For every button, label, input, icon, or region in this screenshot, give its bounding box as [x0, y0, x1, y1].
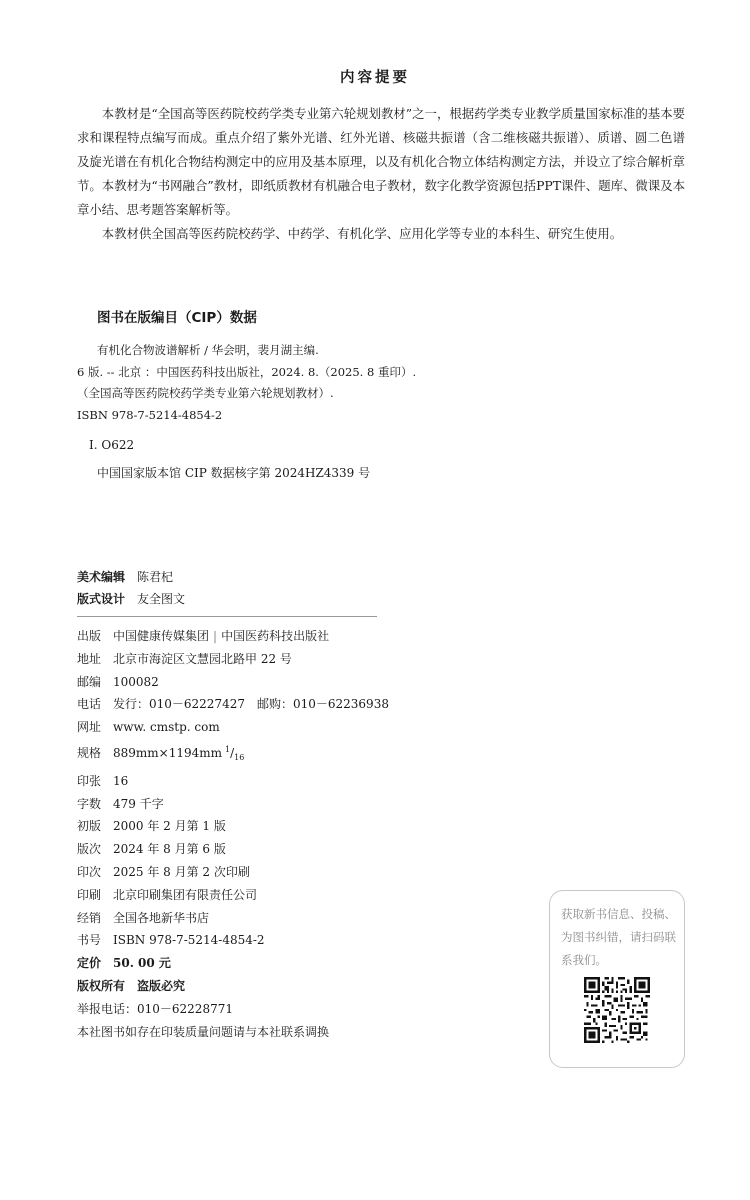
- detail-label: 电话: [77, 697, 102, 712]
- cip-classification: Ⅰ. O622: [89, 438, 135, 452]
- separator: |: [213, 629, 218, 643]
- detail-label: 版次: [77, 842, 102, 857]
- detail-value: 2000 年 2 月第 1 版: [113, 819, 226, 834]
- price-value: 50. 00 元: [113, 956, 171, 971]
- credit-row: [77, 566, 185, 588]
- format-numerator: 1: [225, 744, 231, 754]
- detail-value: 16: [113, 773, 129, 788]
- detail-value: 全国各地新华书店: [113, 910, 210, 925]
- detail-label: 定价: [77, 956, 102, 971]
- detail-value: ISBN 978-7-5214-4854-2: [113, 933, 265, 948]
- quality-note: 本社图书如存在印装质量问题请与本社联系调换: [77, 1024, 330, 1039]
- detail-label: 印次: [77, 864, 102, 879]
- detail-row-distributor: [77, 907, 389, 930]
- detail-row-postcode: [77, 671, 389, 694]
- detail-value: 发行：010－62227427 邮购：010－62236938: [113, 697, 389, 712]
- credit-label: 美术编辑: [77, 570, 126, 584]
- publisher-press: 中国医药科技出版社: [221, 629, 330, 643]
- detail-row-address: [77, 648, 389, 671]
- detail-label: 邮编: [77, 674, 102, 689]
- format-denominator: 16: [234, 752, 245, 762]
- abstract-paragraph: 本教材供全国高等医药院校药学、中药学、有机化学、应用化学等专业的本科生、研究生使用。: [101, 226, 623, 241]
- detail-label: 书号: [77, 933, 102, 948]
- report-phone: 举报电话：010－62228771: [77, 1001, 233, 1016]
- detail-value: 北京市海淀区文慧园北路甲 22 号: [113, 651, 292, 666]
- cip-line: 有机化合物波谱解析 / 华会明，裴月湖主编.: [97, 343, 319, 357]
- cip-line: 6 版. -- 北京 ：中国医药科技出版社，2024. 8.（2025. 8 重印）.: [77, 364, 417, 379]
- publication-details: [77, 625, 389, 1043]
- detail-label: 网址: [77, 720, 102, 735]
- detail-row-printing: [77, 861, 389, 884]
- qr-code-icon[interactable]: [584, 977, 650, 1043]
- detail-row-publisher: [77, 625, 389, 648]
- detail-label: 印刷: [77, 887, 102, 902]
- detail-value: 889mm×1194mm: [113, 745, 223, 760]
- credits: [77, 566, 185, 610]
- qr-card-text: 获取新书信息、投稿、为图书纠错，请扫码联系我们。: [561, 907, 676, 967]
- cip-approval-number: 中国国家版本馆 CIP 数据核字第 2024HZ4339 号: [97, 466, 371, 480]
- detail-row-printer: [77, 884, 389, 907]
- page-title: 内容提要: [340, 70, 410, 86]
- detail-row-first-edition: [77, 815, 389, 838]
- detail-row-isbn: [77, 929, 389, 952]
- detail-row-sheets: [77, 770, 389, 793]
- detail-row-phone: [77, 693, 389, 716]
- detail-row-edition: [77, 838, 389, 861]
- detail-value: 北京印刷集团有限责任公司: [113, 887, 258, 902]
- divider: [77, 616, 377, 617]
- detail-label: 印张: [77, 773, 102, 788]
- detail-label: 规格: [77, 745, 102, 760]
- detail-label: 经销: [77, 910, 102, 925]
- detail-value: www. cmstp. com: [113, 720, 220, 735]
- detail-row-words: [77, 793, 389, 816]
- detail-value: 2025 年 8 月第 2 次印刷: [113, 864, 250, 879]
- detail-value: 100082: [113, 674, 159, 689]
- cip-isbn: ISBN 978-7-5214-4854-2: [77, 407, 223, 422]
- detail-label: 地址: [77, 651, 102, 666]
- detail-row-format: 规格 889mm×1194mm $^1/_{16}$: [77, 739, 389, 770]
- cip-heading: 图书在版编目（CIP）数据: [97, 310, 257, 326]
- detail-row-price: [77, 952, 389, 975]
- detail-value: 2024 年 8 月第 6 版: [113, 842, 226, 857]
- credit-value: 陈君杞: [137, 570, 174, 584]
- cip-line: （全国高等医药院校药学类专业第六轮规划教材）.: [77, 386, 334, 400]
- qr-contact-card: [549, 890, 685, 1068]
- publisher-group: 中国健康传媒集团: [113, 629, 210, 643]
- copyright-text: 版权所有 盗版必究: [77, 978, 186, 993]
- credit-value: 友全图文: [137, 592, 186, 606]
- detail-row-website: [77, 716, 389, 739]
- detail-value: 479 千字: [113, 796, 164, 811]
- detail-label: 出版: [77, 629, 102, 643]
- credit-row: [77, 588, 185, 610]
- credit-label: 版式设计: [77, 592, 126, 606]
- abstract: [77, 102, 685, 246]
- detail-label: 字数: [77, 796, 102, 811]
- detail-label: 初版: [77, 819, 102, 834]
- copyright-notice: [77, 975, 389, 998]
- cip-record: [77, 340, 637, 426]
- abstract-paragraph: 本教材是“全国高等医药院校药学类专业第六轮规划教材”之一，根据药学类专业教学质量国家标准的基本要求和课程特点编写而成。重点介绍了紫外光谱、红外光谱、核磁共振谱（含二维核磁共振谱）、质谱、圆二色谱及旋光谱在有机化合物结构测定中的应用及基本原理，以及有机化合物立体结构测定方法，并设立了综合解析章节。本教材为“书网融合”教材，即纸质教材有机融合电子教材，数字化教学资源包括PPT课件、题库、微课及本章小结、思考题答案解析等。: [77, 106, 685, 217]
